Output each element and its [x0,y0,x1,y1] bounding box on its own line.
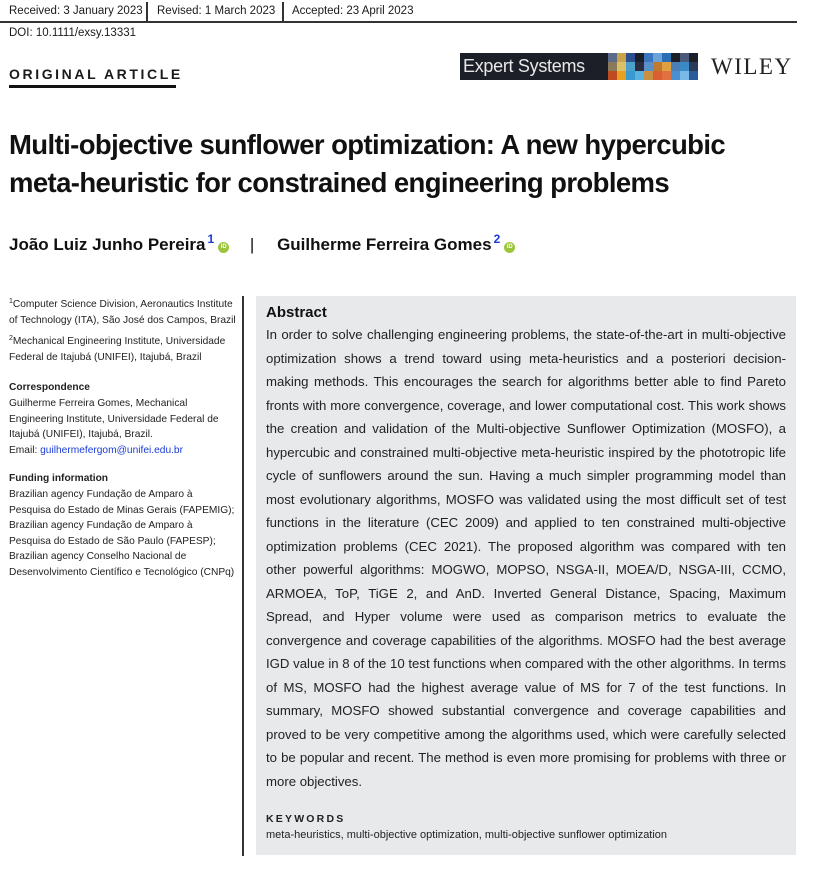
correspondence-heading: Correspondence [9,382,90,394]
keywords: meta-heuristics, multi-objective optimization, multi-objective sunflower optimization [266,829,668,841]
publisher-logo: WILEY [711,54,793,79]
affiliation-ref[interactable]: 1 [207,232,215,246]
article-title: Multi-objective sunflower optimization: A new hypercubic meta-heuristic for constrained engineering problems [9,129,726,198]
article-type: ORIGINAL ARTICLE [9,66,183,82]
abstract-box [256,296,796,855]
author-list [9,232,515,255]
correspondence-text: Guilherme Ferreira Gomes, Mechanical Engineering Institute, Universidade Federal de Itajubá (UNIFEI), Itajubá, Brazil. [9,397,219,441]
email-link[interactable]: guilhermefergom@unifei.edu.br [40,444,183,456]
article-type-underline [9,85,176,88]
funding-heading: Funding information [9,473,109,485]
author-name[interactable]: Guilherme Ferreira Gomes [277,235,492,254]
affiliation-ref[interactable]: 2 [493,232,501,246]
divider [282,2,284,22]
orcid-icon[interactable]: iD [218,242,229,253]
abstract-heading: Abstract [266,304,327,321]
received-date: Received: 3 January 2023 [9,5,143,17]
orcid-icon[interactable]: iD [504,242,515,253]
sidebar-info [9,294,237,584]
funding-text: Brazilian agency Fundação de Amparo à Pesquisa do Estado de Minas Gerais (FAPEMIG); Brazilian agency Fundação de Amparo à Pesquisa do Estado de São Paulo (FAPESP); Brazilian agency Conselho Nacional de Desenvolvimento Científico e Tecnológico (CNPq) [9,488,235,578]
journal-logo-mosaic [608,53,698,80]
author-name[interactable]: João Luiz Junho Pereira [9,235,206,254]
affiliation: $^1$Computer Science Division, Aeronautics Institute of Technology (ITA), São José dos Campos, Brazil [9,298,236,326]
author-separator: | [249,235,255,254]
journal-name: Expert Systems [463,56,585,76]
dates-bar [0,0,797,23]
keywords-heading: KEYWORDS [266,813,346,825]
revised-date: Revised: 1 March 2023 [157,5,276,17]
affiliation: $^2$Mechanical Engineering Institute, Universidade Federal de Itajubá (UNIFEI), Itajubá, Brazil [9,335,226,363]
email-line: Email: guilhermefergom@unifei.edu.br [9,444,183,456]
column-divider [242,296,244,856]
divider [146,2,148,22]
doi[interactable]: DOI: 10.1111/exsy.13331 [9,27,137,39]
abstract-body: In order to solve challenging engineering problems, the state-of-the-art in multi-objective optimization shows a trend toward using meta-heuristics and a posteriori decision-making methods. This encourages the search for algorithms better able to find Pareto fronts with more convergence, coverage, and lower computational cost. This work shows the creation and validation of the Multi-objective Sunflower Optimization (MOSFO), a hypercubic and constrained multi-objective meta-heuristic inspired by the phototropic life cycle of sunflowers around the sun. Having a much simpler programming model than most evolutionary algorithms, MOSFO was validated using the most difficult set of test functions in the literature (CEC 2009) and applied to ten constrained multi-objective optimization problems (CEC 2021). The proposed algorithm was compared with ten other powerful algorithms: MOGWO, MOPSO, NSGA-II, MOEA/D, NSGA-III, CCMO, ARMOEA, ToP, TiGE 2, and AnD. Inverted General Distance, Spacing, Maximum Spread, and Hyper volume were used as comparison metrics to evaluate the convergence and coverage capabilities of the algorithms. MOSFO had the best average IGD value in 8 of the 10 test functions when compared with the other algorithms. In terms of MS, MOSFO had the highest average value of MS for 7 of the test functions. In summary, MOSFO showed substantial convergence and coverage capabilities and proved to be very competitive among the algorithms used, which were carefully selected to be popular and recent. The method is even more promising for problems with three or more objectives. [266,327,786,789]
journal-logo[interactable] [460,53,698,80]
accepted-date: Accepted: 23 April 2023 [292,5,414,17]
